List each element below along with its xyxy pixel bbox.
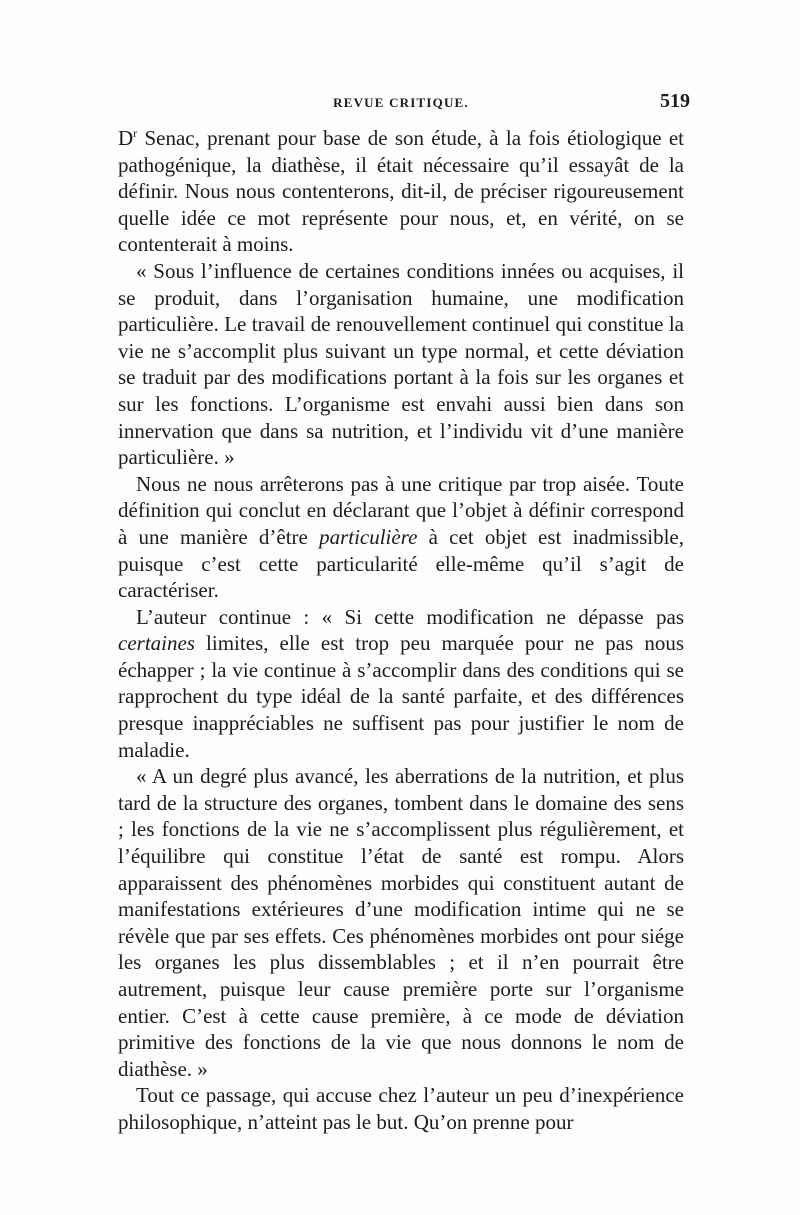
paragraph-3-part-1: Nous ne nous arrêterons pas à une critique par trop aisée. Toute définition qui conclut en déclarant que l’objet à définir correspond à une manière d’être [118, 471, 684, 549]
paragraph-4-part-2: limites, elle est trop peu marquée pour ne pas nous échapper ; la vie continue à s’accomplir dans des conditions qui se rapprochent du type idéal de la santé parfaite, et des différences presque inappréciables ne suffisent pas pour justifier le nom de maladie. [118, 631, 684, 762]
superscript-r: r [133, 126, 138, 140]
paragraph-1-part-1: D [118, 126, 134, 150]
paragraph-1 [118, 125, 684, 258]
paragraph-3-part-2: à cet objet est inadmissible, puisque c’est cette particularité elle-même qu’il s’agit de caractériser. [118, 524, 684, 603]
paragraph-5: « A un degré plus avancé, les aberrations de la nutrition, et plus tard de la structure des organes, tombent dans le domaine des sens ; les fonctions de la vie ne s’accomplissent plus régulièrement, et l’équilibre qui constitue l’état de santé est rompu. Alors apparaissent des phénomènes morbides qui constituent autant de manifestations extérieures d’une modification intime qui ne se révèle que par ses effets. Ces phénomènes morbides ont pour siége les organes les plus dissemblables ; et il n’en pourrait être autrement, puisque leur cause première porte sur l’organisme entier. C’est à cette cause première, à ce mode de déviation primitive des fonctions de la vie que nous donnons le nom de diathèse. » [118, 764, 684, 1081]
paragraph-3-italic: particulière [319, 524, 418, 549]
page-number: 519 [660, 90, 690, 112]
paragraph-6: Tout ce passage, qui accuse chez l’auteur un peu d’inexpérience philosophique, n’atteint pas le but. Qu’on prenne pour [118, 1083, 684, 1134]
paragraph-1-part-2: Senac, prenant pour base de son étude, à la fois étiologique et pathogénique, la diathèse, il était nécessaire qu’il essayât de la définir. Nous nous contenterons, dit-il, de préciser rigoureusement quelle idée ce mot représente pour nous, et, en vérité, on se contenterait à moins. [118, 126, 684, 257]
paragraph-4 [118, 604, 684, 764]
paragraph-4-part-1: L’auteur continue : « Si cette modification ne dépasse pas [136, 604, 684, 629]
paragraph-4-italic: certaines [118, 631, 195, 656]
page-header [118, 90, 690, 116]
paragraph-2: « Sous l’influence de certaines conditions innées ou acquises, il se produit, dans l’organisation humaine, une modification particulière. Le travail de renouvellement continuel qui constitue la vie ne s’accomplit plus suivant un type normal, et cette déviation se traduit par des modifications portant à la fois sur les organes et sur les fonctions. L’organisme est envahi aussi bien dans son innervation que dans sa nutrition, et l’individu vit d’une manière particulière. » [118, 258, 684, 470]
paragraph-3 [118, 471, 684, 604]
running-title: REVUE CRITIQUE. [333, 95, 469, 110]
body-text [118, 125, 684, 1136]
